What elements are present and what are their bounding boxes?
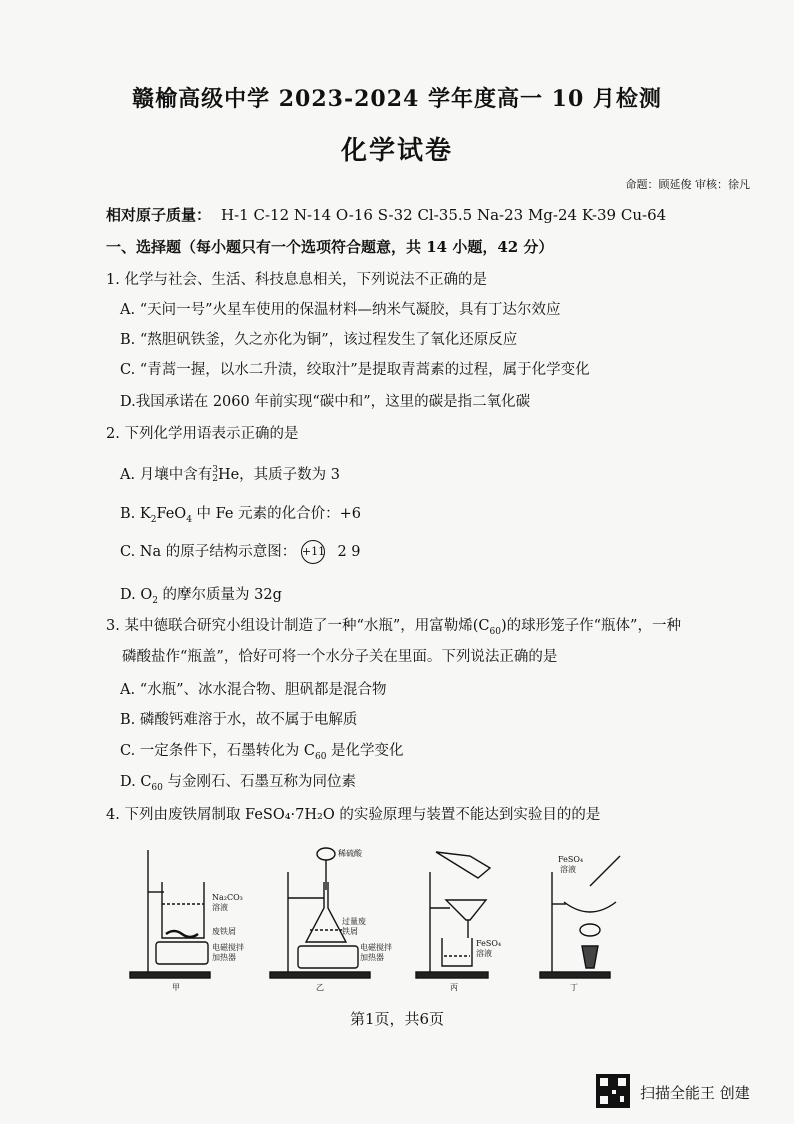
yi-scrap1-label: 过量废: [342, 917, 366, 926]
q1-option-b: B. “熬胆矾铁釜，久之亦化为铜”，该过程发生了氧化还原反应: [120, 332, 518, 348]
q3-stem1-post: )的球形笼子作“瓶体”，一种: [500, 618, 681, 634]
yi-stirrer2-label: 加热器: [360, 953, 384, 962]
atomic-masses-values: H-1 C-12 N-14 O-16 S-32 Cl-35.5 Na-23 Mg-24 K-39 Cu-64: [221, 206, 667, 224]
q3-d-sub: 60: [151, 782, 163, 793]
jia-stirrer1-label: 电磁搅拌: [212, 943, 244, 952]
bing-solution2-label: 溶液: [476, 949, 492, 958]
q3-d-pre: D. C: [120, 774, 152, 790]
q3-c-sub: 60: [315, 751, 327, 762]
exam-subtitle: 化学试卷: [340, 136, 453, 166]
q2-stem: 2. 下列化学用语表示正确的是: [106, 426, 299, 442]
q3-option-b: B. 磷酸钙难溶于水，故不属于电解质: [120, 712, 358, 728]
jia-reagent2-label: 溶液: [212, 903, 228, 912]
yi-stirrer1-label: 电磁搅拌: [360, 943, 392, 952]
yi-scrap2-label: 铁屑: [342, 927, 358, 936]
q3-stem1-sub: 60: [489, 626, 501, 637]
q3-stem-line2: 磷酸盐作“瓶盖”，恰好可将一个水分子关在里面。下列说法正确的是: [122, 649, 558, 665]
page-footer: 第1页，共6页: [349, 1010, 445, 1028]
q3-option-c: [120, 739, 404, 762]
jia-stirrer2-label: 加热器: [212, 953, 236, 962]
jia-figure-label: 甲: [172, 983, 180, 992]
ding-solution-label: FeSO₄: [558, 855, 584, 864]
q2-a-mass: 3: [212, 465, 218, 475]
ding-solution2-label: 溶液: [560, 865, 576, 874]
q1-stem: 1. 化学与社会、生活、科技息息相关，下列说法不正确的是: [106, 272, 487, 288]
exam-authors: 命题：顾延俊 审核：徐凡: [625, 178, 750, 191]
q2-option-c: [120, 540, 361, 564]
q2-a-post: ，其质子数为 3: [239, 467, 341, 483]
q2-b-mid: FeO: [156, 506, 187, 522]
q1-option-c: C. “青蒿一握，以水二升渍，绞取汁”是提取青蒿素的过程，属于化学变化: [120, 362, 590, 378]
q3-stem1-pre: 3. 某中德联合研究小组设计制造了一种“水瓶”，用富勒烯(C: [106, 618, 490, 634]
apparatus-bing: [416, 852, 490, 978]
q4-stem: 4. 下列由废铁屑制取 FeSO₄·7H₂O 的实验原理与装置不能达到实验目的的是: [106, 807, 601, 823]
section-heading: 一、选择题（每小题只有一个选项符合题意，共 14 小题，42 分）: [106, 238, 554, 256]
ding-figure-label: 丁: [570, 983, 578, 992]
q2-b-sub2: 4: [186, 514, 192, 525]
q2-a-text: A. 月壤中含有: [120, 467, 213, 483]
q3-d-post: 与金刚石、石墨互称为同位素: [162, 774, 356, 790]
q2-d-pre: D. O: [120, 587, 153, 603]
q2-b-sub1: 2: [150, 514, 157, 525]
atomic-masses: [106, 204, 666, 225]
jia-reagent-label: Na₂CO₃: [212, 893, 243, 902]
q2-a-number: 2: [212, 474, 218, 484]
yi-acid-label: 稀硫酸: [338, 849, 362, 858]
q3-c-post: 是化学变化: [326, 743, 404, 759]
q2-c-pre: C. Na 的原子结构示意图：: [120, 544, 297, 560]
q2-b-pre: B. K: [120, 506, 151, 522]
qr-code-icon: [596, 1074, 630, 1108]
apparatus-ding: [540, 856, 620, 978]
q3-c-pre: C. 一定条件下，石墨转化为 C: [120, 743, 315, 759]
scanner-watermark: 扫描全能王 创建: [640, 1084, 750, 1102]
na-shells: 2 9: [337, 544, 361, 560]
apparatus-jia: [130, 850, 210, 978]
q2-d-sub: 2: [152, 595, 158, 606]
yi-figure-label: 乙: [316, 983, 324, 992]
q2-option-a: [120, 463, 340, 484]
q2-a-symbol: He: [217, 467, 240, 483]
q1-option-d: D.我国承诺在 2060 年前实现“碳中和”，这里的碳是指二氧化碳: [120, 394, 531, 410]
q2-b-post: 中 Fe 元素的化合价：+6: [191, 506, 361, 522]
atomic-masses-label: 相对原子质量：: [106, 206, 212, 224]
bing-figure-label: 丙: [450, 983, 458, 992]
q2-option-d: [120, 583, 282, 606]
jia-scrap-label: 废铁屑: [212, 927, 236, 936]
q1-option-a: A. “天问一号”火星车使用的保温材料—纳米气凝胶，具有丁达尔效应: [120, 302, 561, 318]
apparatus-yi: [270, 848, 370, 978]
q2-d-post: 的摩尔质量为 32g: [157, 587, 282, 603]
apparatus-figure: [120, 842, 640, 992]
q3-option-d: [120, 770, 356, 793]
na-nucleus-icon: +11: [301, 540, 325, 564]
q2-option-b: [120, 502, 361, 525]
bing-solution-label: FeSO₄: [476, 939, 502, 948]
q3-option-a: A. “水瓶”、冰水混合物、胆矾都是混合物: [120, 682, 387, 698]
q3-stem-line1: [106, 614, 681, 637]
exam-title: 赣榆高级中学 2023-2024 学年度高一 10 月检测: [132, 86, 662, 112]
